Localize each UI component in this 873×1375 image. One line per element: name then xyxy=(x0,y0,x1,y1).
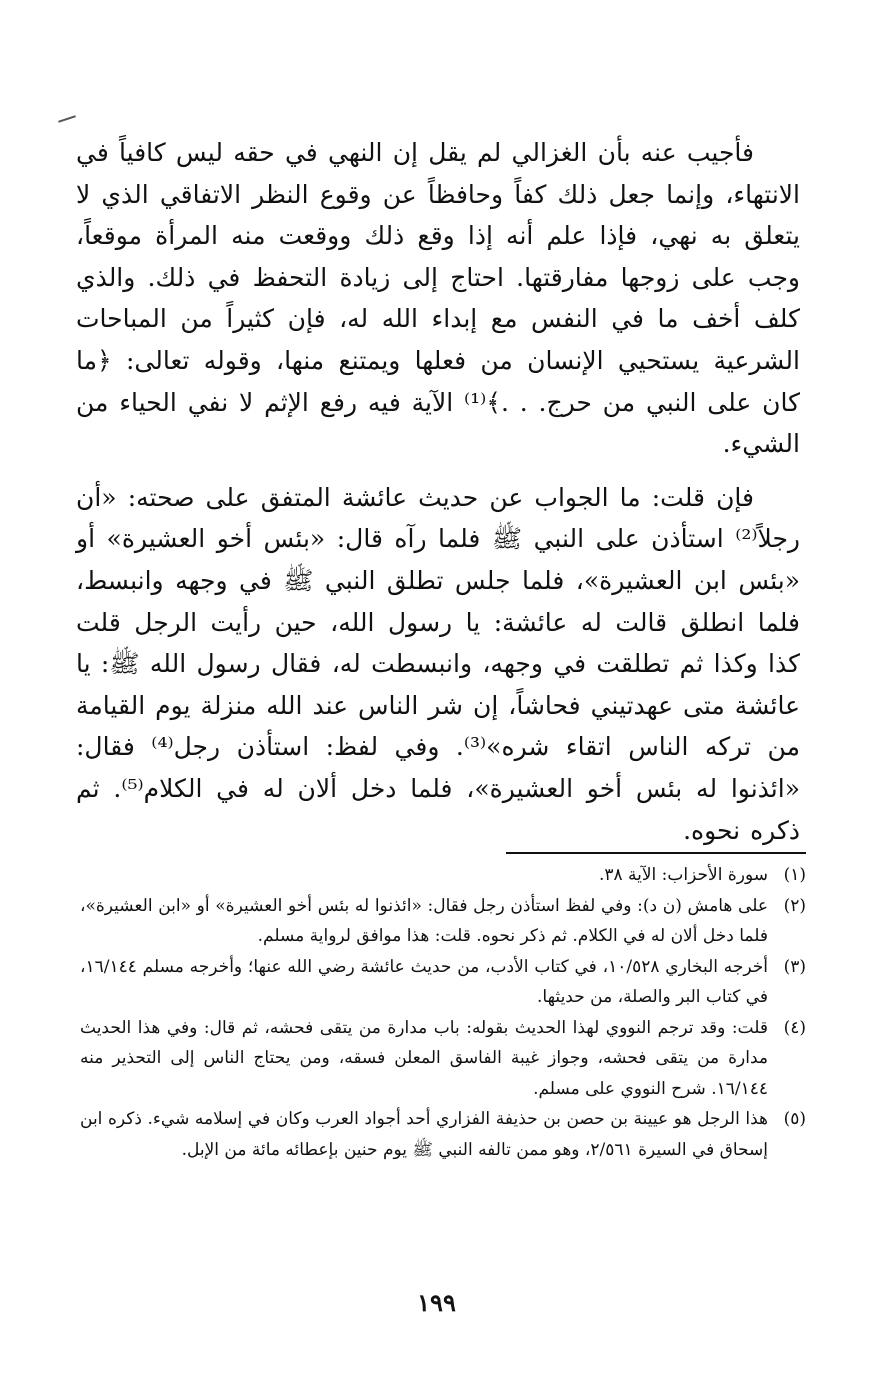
footnote-text: قلت: وقد ترجم النووي لهذا الحديث بقوله: باب مدارة من يتقى فحشه، ثم قال: وفي هذا الحديث مدارة من يتقى فحشه، وجواز غيبة الفاسق المعلن فسقه، ومن يحتاج الناس إلى التحذير منه ١٦/١٤٤. شرح النووي على مسلم. xyxy=(80,1017,768,1099)
main-text xyxy=(76,132,800,851)
footnote-number: (٣) xyxy=(783,956,806,977)
footnote-text: على هامش (ن د): وفي لفظ استأذن رجل فقال: «ائذنوا له بئس أخو العشيرة» أو «ابن العشيرة»، فلما دخل ألان له في الكلام. ثم ذكر نحوه. قلت: هذا موافق لرواية مسلم. xyxy=(80,895,768,946)
footnote-number: (٤) xyxy=(783,1017,806,1038)
paragraph-1: فأجيب عنه بأن الغزالي لم يقل إن النهي في حقه ليس كافياً في الانتهاء، وإنما جعل ذلك كفاً وحافظاً عن وقوع النظر الاتفاقي الذي لا يتعلق به نهي، فإذا علم أنه إذا وقع ذلك ووقعت منه المرأة موقعاً، وجب على زوجها مفارقتها. احتاج إلى زيادة التحفظ في ذلك. والذي كلف أخف ما في النفس مع إبداء الله له، فإن كثيراً من المباحات الشرعية يستحيي الإنسان من فعلها ويمتنع منها، وقوله تعالى: ﴿ما كان على النبي من حرج. . .﴾⁽¹⁾ الآية فيه رفع الإثم لا نفي الحياء من الشيء. xyxy=(76,138,801,459)
footnotes xyxy=(80,860,806,1165)
footnote-number: (١) xyxy=(783,865,806,885)
footnote-text: أخرجه البخاري ١٠/٥٢٨، في كتاب الأدب، من حديث عائشة رضي الله عنها؛ وأخرجه مسلم ١٦/١٤٤، في كتاب البر والصلة، من حديثها. xyxy=(80,956,769,1007)
paragraph-2: فإن قلت: ما الجواب عن حديث عائشة المتفق على صحته: «أن رجلاً⁽²⁾ استأذن على النبي ﷺ فلما رآه قال: «بئس أخو العشيرة» أو «بئس ابن العشيرة»، فلما جلس تطلق النبي ﷺ في وجهه وانبسط، فلما انطلق قالت له عائشة: يا رسول الله، حين رأيت الرجل قلت كذا وكذا ثم تطلقت في وجهه، وانبسطت له، فقال رسول الله ﷺ: يا عائشة متى عهدتيني فحاشاً، إن شر الناس عند الله منزلة يوم القيامة من تركه الناس اتقاء شره»⁽³⁾. وفي لفظ: استأذن رجل⁽⁴⁾ فقال: «ائذنوا له بئس أخو العشيرة»، فلما دخل ألان له في الكلام⁽⁵⁾. ثم ذكره نحوه. xyxy=(76,482,800,845)
footnote-1 xyxy=(80,860,806,891)
footnote-text: سورة الأحزاب: الآية ٣٨. xyxy=(598,865,768,885)
footnote-2 xyxy=(80,891,806,952)
footnote-3 xyxy=(80,952,806,1013)
footnote-5 xyxy=(80,1104,806,1165)
footnote-number: (٢) xyxy=(783,895,806,916)
footnote-number: (٥) xyxy=(783,1109,806,1129)
page-number: ١٩٩ xyxy=(417,1288,456,1317)
footnote-separator xyxy=(506,852,806,854)
footnote-text: هذا الرجل هو عيينة بن حصن بن حذيفة الفزاري أحد أجواد العرب وكان في إسلامه شيء. ذكره ابن إسحاق في السيرة ٢/٥٦١، وهو ممن تالفه النبي ﷺ يوم حنين بإعطائه مائة من الإبل. xyxy=(80,1109,768,1160)
corner-mark xyxy=(58,115,76,122)
footnote-4 xyxy=(80,1013,806,1105)
